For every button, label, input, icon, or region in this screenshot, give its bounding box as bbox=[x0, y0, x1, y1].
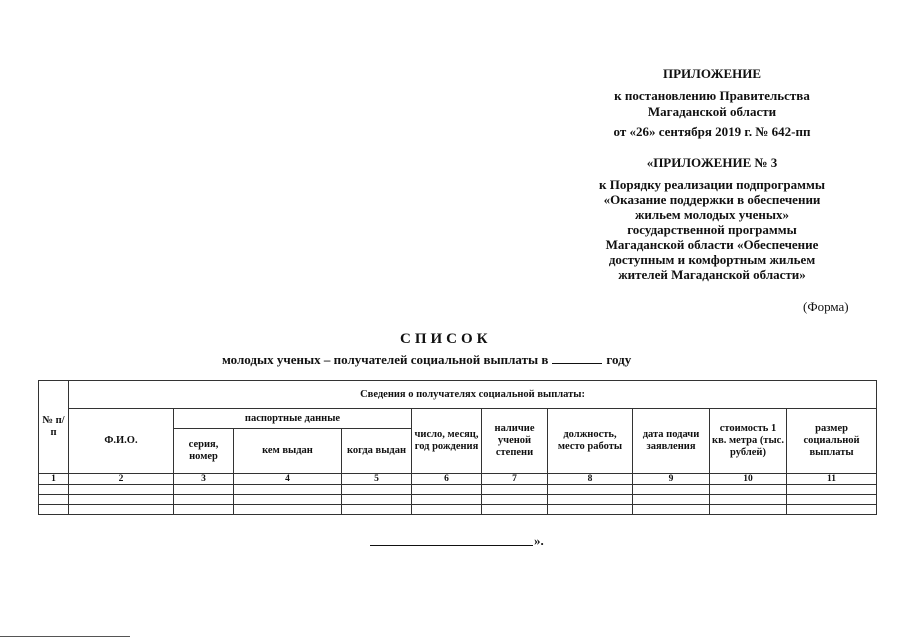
resolution-line2: Магаданской области bbox=[647, 104, 777, 119]
empty-cell bbox=[342, 505, 412, 515]
empty-cell bbox=[412, 495, 482, 505]
empty-cell bbox=[710, 495, 787, 505]
col-cost-header: стоимость 1 кв. метра (тыс. рублей) bbox=[710, 409, 787, 474]
document-subtitle bbox=[222, 352, 631, 368]
col-position-header: должность, место работы bbox=[548, 409, 633, 474]
col-fio-header: Ф.И.О. bbox=[69, 409, 174, 474]
empty-cell bbox=[69, 485, 174, 495]
empty-cell bbox=[482, 485, 548, 495]
closing-quote: ». bbox=[534, 533, 544, 548]
col-number: 6 bbox=[412, 474, 482, 485]
empty-cell bbox=[39, 495, 69, 505]
scan-edge-line bbox=[0, 636, 130, 637]
empty-cell bbox=[482, 505, 548, 515]
col-birth-header: число, месяц, год рождения bbox=[412, 409, 482, 474]
empty-cell bbox=[174, 485, 234, 495]
col-amount-header: размер социальной выплаты bbox=[787, 409, 877, 474]
order-line: жителей Магаданской области» bbox=[618, 267, 806, 282]
empty-cell bbox=[234, 485, 342, 495]
empty-cell bbox=[342, 485, 412, 495]
col-app-date-header: дата подачи заявления bbox=[633, 409, 710, 474]
col-number: 9 bbox=[633, 474, 710, 485]
empty-cell bbox=[787, 495, 877, 505]
col-number: 4 bbox=[234, 474, 342, 485]
empty-cell bbox=[633, 495, 710, 505]
order-line: «Оказание поддержки в обеспечении bbox=[603, 192, 821, 207]
empty-cell bbox=[548, 505, 633, 515]
table-row bbox=[39, 495, 877, 505]
order-line: Магаданской области «Обеспечение bbox=[605, 237, 819, 252]
recipients-group-header: Сведения о получателях социальной выплаты: bbox=[69, 381, 877, 409]
empty-cell bbox=[174, 495, 234, 505]
col-number: 3 bbox=[174, 474, 234, 485]
empty-cell bbox=[69, 495, 174, 505]
empty-cell bbox=[548, 485, 633, 495]
order-reference bbox=[560, 177, 864, 282]
form-label: (Форма) bbox=[803, 299, 849, 314]
empty-cell bbox=[787, 505, 877, 515]
order-line: к Порядку реализации подпрограммы bbox=[599, 177, 825, 192]
empty-cell bbox=[39, 505, 69, 515]
col-series-header: серия, номер bbox=[174, 429, 234, 474]
recipients-table bbox=[38, 380, 877, 515]
empty-cell bbox=[412, 485, 482, 495]
appendix3-title: «ПРИЛОЖЕНИЕ № 3 bbox=[646, 155, 778, 170]
signature-line bbox=[370, 544, 533, 546]
col-issued-by-header: кем выдан bbox=[234, 429, 342, 474]
empty-cell bbox=[710, 485, 787, 495]
empty-cell bbox=[787, 485, 877, 495]
empty-cell bbox=[174, 505, 234, 515]
empty-cell bbox=[633, 505, 710, 515]
col-number: 5 bbox=[342, 474, 412, 485]
col-number: 10 bbox=[710, 474, 787, 485]
empty-cell bbox=[342, 495, 412, 505]
empty-cell bbox=[633, 485, 710, 495]
col-number: 8 bbox=[548, 474, 633, 485]
table-row bbox=[39, 505, 877, 515]
empty-cell bbox=[39, 485, 69, 495]
subtitle-year-word: году bbox=[606, 352, 632, 367]
passport-group-header: паспортные данные bbox=[174, 409, 412, 429]
empty-cell bbox=[482, 495, 548, 505]
empty-cell bbox=[412, 505, 482, 515]
col-number: 7 bbox=[482, 474, 548, 485]
empty-cell bbox=[234, 505, 342, 515]
empty-cell bbox=[710, 505, 787, 515]
col-number: 11 bbox=[787, 474, 877, 485]
resolution-line1: к постановлению Правительства bbox=[614, 88, 810, 103]
table-row bbox=[39, 485, 877, 495]
empty-cell bbox=[548, 495, 633, 505]
empty-cell bbox=[69, 505, 174, 515]
col-degree-header: наличие ученой степени bbox=[482, 409, 548, 474]
subtitle-text: молодых ученых – получателей социальной выплаты в bbox=[222, 352, 549, 367]
col-issued-when-header: когда выдан bbox=[342, 429, 412, 474]
resolution-date: от «26» сентября 2019 г. № 642-пп bbox=[613, 124, 811, 139]
col-number: 2 bbox=[69, 474, 174, 485]
order-line: государственной программы bbox=[627, 222, 797, 237]
appendix-title: ПРИЛОЖЕНИЕ bbox=[662, 66, 762, 81]
document-title: СПИСОК bbox=[400, 331, 492, 347]
empty-cell bbox=[234, 495, 342, 505]
col-number: 1 bbox=[39, 474, 69, 485]
year-blank bbox=[552, 352, 602, 364]
order-line: жильем молодых ученых» bbox=[634, 207, 790, 222]
col-num-header: № п/п bbox=[39, 381, 69, 474]
order-line: доступным и комфортным жильем bbox=[608, 252, 816, 267]
